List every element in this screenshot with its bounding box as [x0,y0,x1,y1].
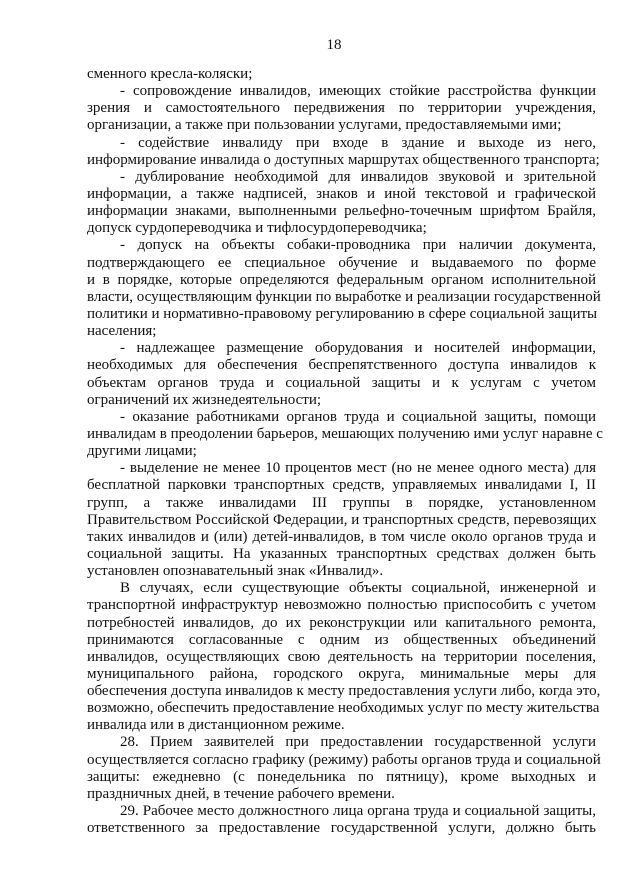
text-line: инвалида или в дистанционном режиме. [87,717,345,734]
paragraph [87,580,601,734]
text-line: инвалидам в преодолении барьеров, мешающих получению ими услуг наравне с [87,425,603,442]
text-line: ответственного за предоставление государственной услуги, должно быть [87,820,596,837]
text-line: - допуск на объекты собаки-проводника при наличии документа, [120,237,596,254]
paragraph [87,803,596,837]
paragraph [87,408,603,460]
text-line: В случаях, если существующие объекты социальной, инженерной и [120,580,596,597]
paragraph [87,734,601,803]
text-line: объектам органов труда и социальной защиты и к услугам с учетом [87,374,596,391]
text-line: допуск сурдопереводчика и тифлосурдопереводчика; [87,220,427,237]
text-line: социальной защиты. На указанных транспортных средствах должен быть [87,545,596,562]
text-line: необходимых для обеспечения беспрепятственного доступа инвалидов к [87,357,596,374]
text-line: населения; [87,323,157,340]
page-number: 18 [326,37,342,53]
text-line: 29. Рабочее место должностного лица органа труда и социальной защиты, [120,803,596,820]
text-line: подтверждающего ее специальное обучение и выдаваемого по форме [87,254,596,271]
text-line: установлен опознавательный знак «Инвалид». [87,563,384,580]
text-line: обеспечения доступа инвалидов к месту предоставления услуги либо, когда это, [87,683,601,700]
text-line: осуществляется согласно графику (режиму) работы органов труда и социальной [87,751,601,768]
text-line: власти, осуществляющим функции по выработке и реализации государственной [87,288,601,305]
text-line: - выделение не менее 10 процентов мест (но не менее одного места) для [120,460,596,477]
paragraph [87,237,601,340]
text-line: - сопровождение инвалидов, имеющих стойкие расстройства функции [120,83,596,100]
text-line: бесплатной парковки транспортных средств, управляемых инвалидами I, II [87,477,596,494]
text-line: информации, а также надписей, знаков и иной текстовой и графической [87,185,596,202]
text-line: защиты: ежедневно (с понедельника по пятницу), кроме выходных и [87,768,596,785]
document-body [87,66,603,837]
paragraph [87,83,596,134]
text-line: муниципального района, городского округа, минимальные меры для [87,665,596,682]
text-line: возможно, обеспечить предоставление необходимых услуг по месту жительства [87,700,600,717]
text-line: - оказание работниками органов труда и социальной защиты, помощи [120,408,596,425]
text-line: принимаются согласованные с одним из общественных объединений [87,631,596,648]
text-line: политики и нормативно-правовому регулированию в сфере социальной защиты [87,305,598,322]
paragraph [87,460,596,580]
text-line: инвалидов, осуществляющих свою деятельность на территории поселения, [87,648,596,665]
text-line: потребностей инвалидов, до их реконструкции или капитального ремонта, [87,614,596,631]
text-line: другими лицами; [87,443,197,460]
text-line: таких инвалидов и (или) детей-инвалидов, в том числе около органов труда и [87,528,596,545]
text-line: Правительством Российской Федерации, и транспортных средств, перевозящих [87,511,597,528]
text-line: - дублирование необходимой для инвалидов звуковой и зрительной [120,168,596,185]
text-line: транспортной инфраструктур невозможно полностью приспособить с учетом [87,597,596,614]
paragraph [87,340,596,409]
text-line: праздничных дней, в течение рабочего времени. [87,785,395,802]
text-line: - надлежащее размещение оборудования и носителей информации, [120,340,596,357]
text-line: групп, а также инвалидами III группы в порядке, установленном [87,494,596,511]
text-line: организации, а также при пользовании услугами, предоставляемыми ими; [87,117,562,134]
text-line: сменного кресла-коляски; [87,66,253,82]
text-line: ограничений их жизнедеятельности; [87,391,322,408]
paragraph [87,169,596,238]
text-line: зрения и самостоятельного передвижения по территории учреждения, [87,100,596,117]
paragraph [87,134,600,169]
text-line: информации знаками, выполненными рельефно-точечным шрифтом Брайля, [87,203,596,220]
text-line: информирование инвалида о доступных маршрутах общественного транспорта; [87,151,600,168]
text-line: 28. Прием заявителей при предоставлении государственной услуги [120,734,596,751]
text-line: и в порядке, которые определяются федеральным органом исполнительной [87,271,596,288]
text-line: - содействие инвалиду при входе в здание и выходе из него, [120,134,596,151]
paragraph [87,66,596,83]
